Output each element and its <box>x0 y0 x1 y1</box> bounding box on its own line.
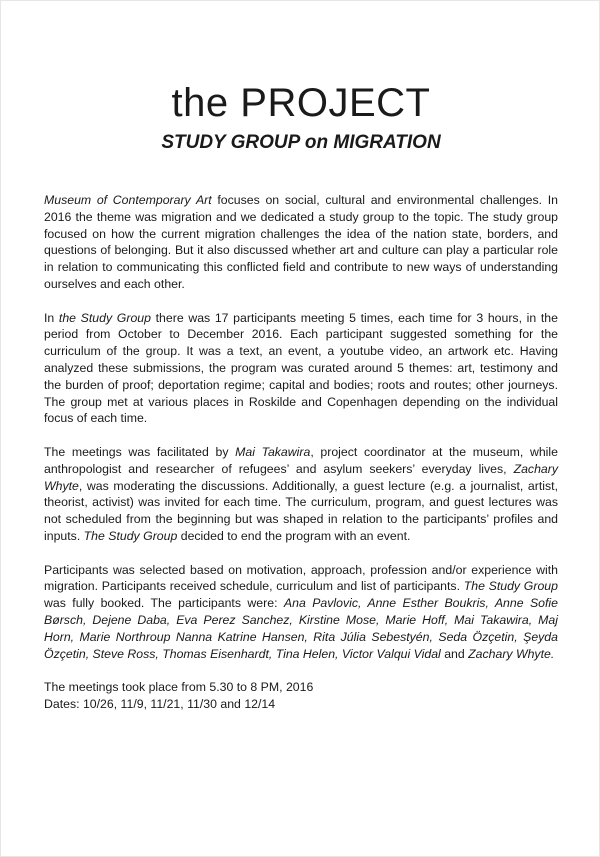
facilitation-lead: The meetings was facilitated by <box>44 444 236 459</box>
paragraph-intro <box>44 192 558 293</box>
participants-lead: Participants was selected based on motivation, approach, profession and/or experience with migration. Participants received schedule, curriculum and list of participants. <box>44 562 558 594</box>
facilitation-mid: , project coordinator at the museum, while anthropologist and researcher of refugees’ and asylum seekers’ everyday lives, <box>44 444 558 476</box>
schedule-time: The meetings took place from 5.30 to 8 PM, 2016 <box>44 680 314 695</box>
intro-text: focuses on social, cultural and environmental challenges. In 2016 the theme was migration and we dedicated a study group to the topic. The study group focused on how the current migration challenges the idea of the nation state, borders, and questions of belonging. But it also discussed whether art and culture can play a particular role in relation to communicating this conflicted field and contribute to new ways of understanding ourselves and each other. <box>44 193 559 291</box>
facilitation-text: , was moderating the discussions. Additionally, a guest lecture (e.g. a journalist, artist, theorist, activist) was invited for each time. The curriculum, program, and guest lectures was not scheduled from the beginning but was shaped in relation to the participants’ profiles and inputs. <box>44 478 558 543</box>
museum-name: Museum of Contemporary Art <box>44 193 212 207</box>
page-subtitle: STUDY GROUP on MIGRATION <box>161 132 441 153</box>
schedule-dates: Dates: 10/26, 11/9, 11/21, 11/30 and 12/14 <box>44 696 276 711</box>
paragraph-study-group <box>44 310 558 428</box>
participants-last: Zachary Whyte. <box>468 646 555 661</box>
study-group-name-2: The Study Group <box>83 528 178 543</box>
moderator-name: Zachary Whyte <box>44 461 558 493</box>
participants-mid: was fully booked. The participants were: <box>44 596 284 611</box>
body-text <box>44 192 558 713</box>
study-group-name-3: The Study Group <box>463 579 558 594</box>
paragraph-schedule <box>44 679 558 713</box>
paragraph-facilitation <box>44 444 558 545</box>
study-group-text: there was 17 participants meeting 5 times, each time for 3 hours, in the period from October to December 2016. Each participant suggested something for the curriculum of the group. It was a text, an event, a youtube video, an artwork etc. Having analyzed these submissions, the program was curated around 5 themes: art, testimony and the burden of proof; deportation regime; capital and bodies; roots and routes; other journeys. The group met at various places in Roskilde and Copenhagen depending on the individual focus of each time. <box>44 310 558 426</box>
paragraph-participants <box>44 562 558 663</box>
page-title: the PROJECT <box>171 81 431 125</box>
study-group-name: the Study Group <box>58 310 151 325</box>
participants-list: Ana Pavlovic, Anne Esther Boukris, Anne Sofie Børsch, Dejene Daba, Eva Perez Sanchez, Kirstine Mose, Marie Hoff, Mai Takawira, Maj Horn, Marie Northroup Nanna Katrine Hansen, Rita Júlia Sebestyén, Seda Özçetin, Şeyda Özçetin, Steve Ross, Thomas Eisenhardt, Tina Helen, Victor Valqui Vidal <box>44 596 558 661</box>
facilitation-tail: decided to end the program with an event. <box>177 528 411 543</box>
coordinator-name: Mai Takawira <box>235 444 311 459</box>
participants-and: and <box>440 646 469 661</box>
study-group-lead: In <box>44 310 59 325</box>
